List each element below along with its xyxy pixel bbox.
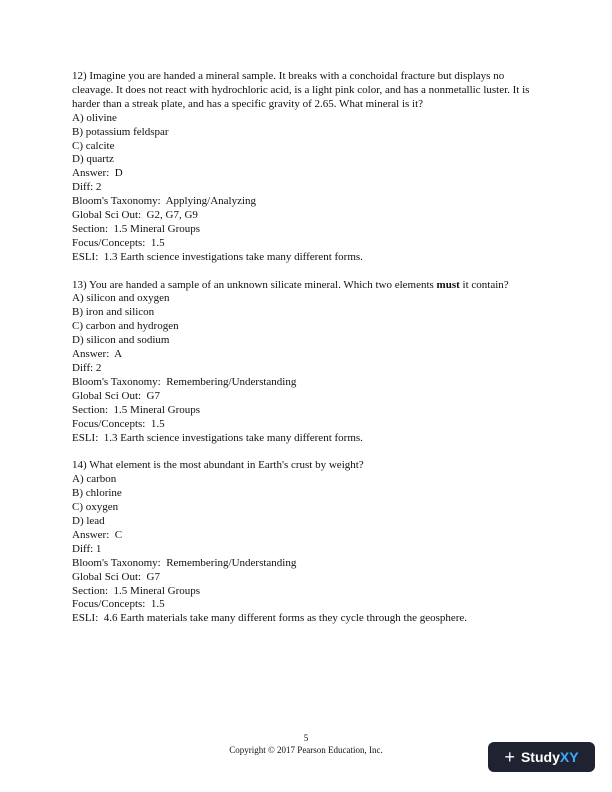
blooms-taxonomy: Bloom's Taxonomy: Remembering/Understanding [72, 556, 297, 569]
section: Section: 1.5 Mineral Groups [72, 584, 201, 597]
question-stem-end: it contain? [459, 278, 509, 291]
global-sci-out: Global Sci Out: G2, G7, G9 [72, 209, 198, 222]
option-d: D) quartz [72, 153, 114, 166]
copyright-notice: Copyright © 2017 Pearson Education, Inc. [229, 745, 383, 755]
answer: Answer: C [72, 528, 123, 541]
question-12 [72, 70, 547, 265]
emphasis-word: must [436, 278, 460, 291]
brand-suffix: XY [559, 749, 579, 765]
option-b: B) chlorine [72, 487, 122, 500]
esli: ESLI: 1.3 Earth science investigations take many different forms. [72, 250, 363, 263]
option-c: C) carbon and hydrogen [72, 320, 179, 333]
option-d: D) lead [72, 514, 105, 527]
question-stem-start: 13) You are handed a sample of an unknown silicate mineral. Which two elements [72, 278, 437, 291]
blooms-taxonomy: Bloom's Taxonomy: Remembering/Understanding [72, 375, 297, 388]
page-number: 5 [303, 733, 309, 743]
question-13 [72, 279, 547, 446]
studyxy-badge[interactable] [488, 742, 595, 772]
option-c: C) calcite [72, 139, 115, 152]
answer: Answer: A [72, 348, 123, 361]
option-c: C) oxygen [72, 501, 119, 514]
brand-name [521, 749, 579, 765]
question-stem [72, 279, 547, 293]
section: Section: 1.5 Mineral Groups [72, 222, 201, 235]
focus-concepts: Focus/Concepts: 1.5 [72, 598, 165, 611]
option-d: D) silicon and sodium [72, 334, 170, 347]
global-sci-out: Global Sci Out: G7 [72, 570, 160, 583]
answer: Answer: D [72, 167, 123, 180]
option-a: A) carbon [72, 473, 117, 486]
section: Section: 1.5 Mineral Groups [72, 403, 201, 416]
focus-concepts: Focus/Concepts: 1.5 [72, 417, 165, 430]
question-list [72, 70, 547, 640]
option-b: B) iron and silicon [72, 306, 155, 319]
option-a: A) olivine [72, 111, 117, 124]
focus-concepts: Focus/Concepts: 1.5 [72, 236, 165, 249]
global-sci-out: Global Sci Out: G7 [72, 389, 160, 402]
blooms-taxonomy: Bloom's Taxonomy: Applying/Analyzing [72, 195, 257, 208]
difficulty: Diff: 1 [72, 542, 102, 555]
option-a: A) silicon and oxygen [72, 292, 170, 305]
esli: ESLI: 4.6 Earth materials take many different forms as they cycle through the geosphere. [72, 612, 468, 625]
difficulty: Diff: 2 [72, 362, 102, 375]
option-b: B) potassium feldspar [72, 125, 169, 138]
esli: ESLI: 1.3 Earth science investigations take many different forms. [72, 431, 363, 444]
question-stem: 14) What element is the most abundant in Earth's crust by weight? [72, 459, 364, 472]
question-stem: 12) Imagine you are handed a mineral sample. It breaks with a conchoidal fracture but displays no cleavage. It does not react with hydrochloric acid, is a light pink color, and has a nonmetallic luster. It is harder than a streak plate, and has a specific gravity of 2.65. What mineral is it? [72, 70, 533, 110]
question-14 [72, 459, 547, 626]
plus-icon: + [504, 747, 515, 767]
difficulty: Diff: 2 [72, 181, 102, 194]
brand-prefix: Study [520, 749, 560, 765]
